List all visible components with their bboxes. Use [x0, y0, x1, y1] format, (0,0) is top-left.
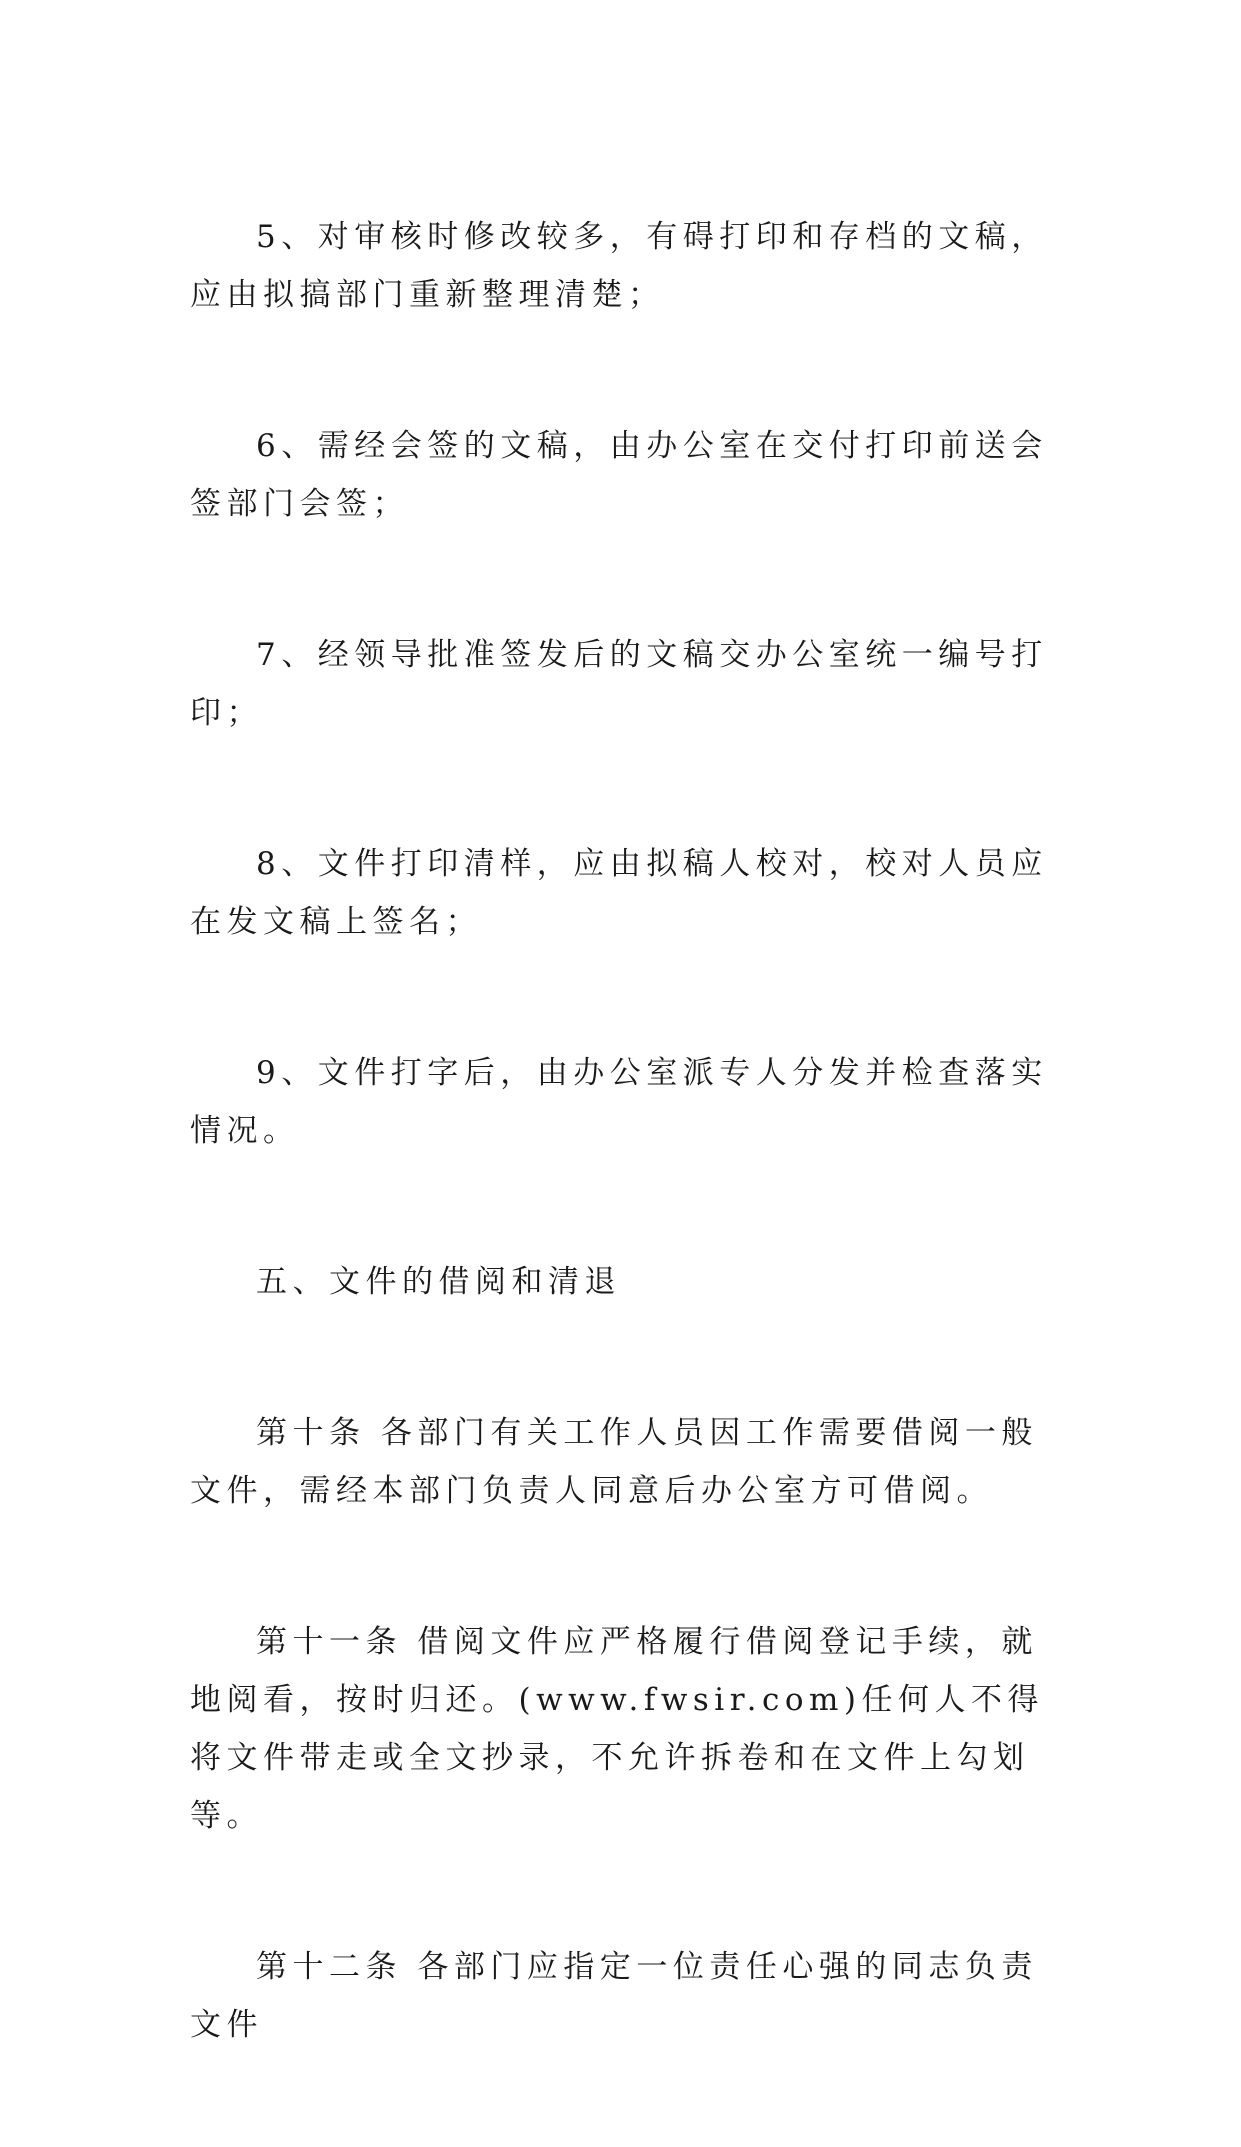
paragraph-item-5: 5、对审核时修改较多，有碍打印和存档的文稿，应由拟搞部门重新整理清楚；: [190, 219, 1048, 313]
article-10: 第十条 各部门有关工作人员因工作需要借阅一般文件，需经本部门负责人同意后办公室方可借阅。: [190, 1415, 1038, 1509]
section-heading: 五、文件的借阅和清退: [256, 1264, 621, 1300]
paragraph-item-9: 9、文件打字后，由办公室派专人分发并检查落实情况。: [190, 1055, 1048, 1149]
document-body: [190, 208, 1060, 2147]
paragraph-item-6: 6、需经会签的文稿，由办公室在交付打印前送会签部门会签；: [190, 428, 1048, 522]
article-12: 第十二条 各部门应指定一位责任心强的同志负责文件: [190, 1949, 1038, 2043]
paragraph-item-8: 8、文件打印清样，应由拟稿人校对，校对人员应在发文稿上签名；: [190, 846, 1048, 940]
article-11: 第十一条 借阅文件应严格履行借阅登记手续，就地阅看，按时归还。(www.fwsir.com)任何人不得将文件带走或全文抄录，不允许拆卷和在文件上勾划等。: [190, 1624, 1044, 1834]
paragraph-item-7: 7、经领导批准签发后的文稿交办公室统一编号打印；: [190, 637, 1048, 731]
